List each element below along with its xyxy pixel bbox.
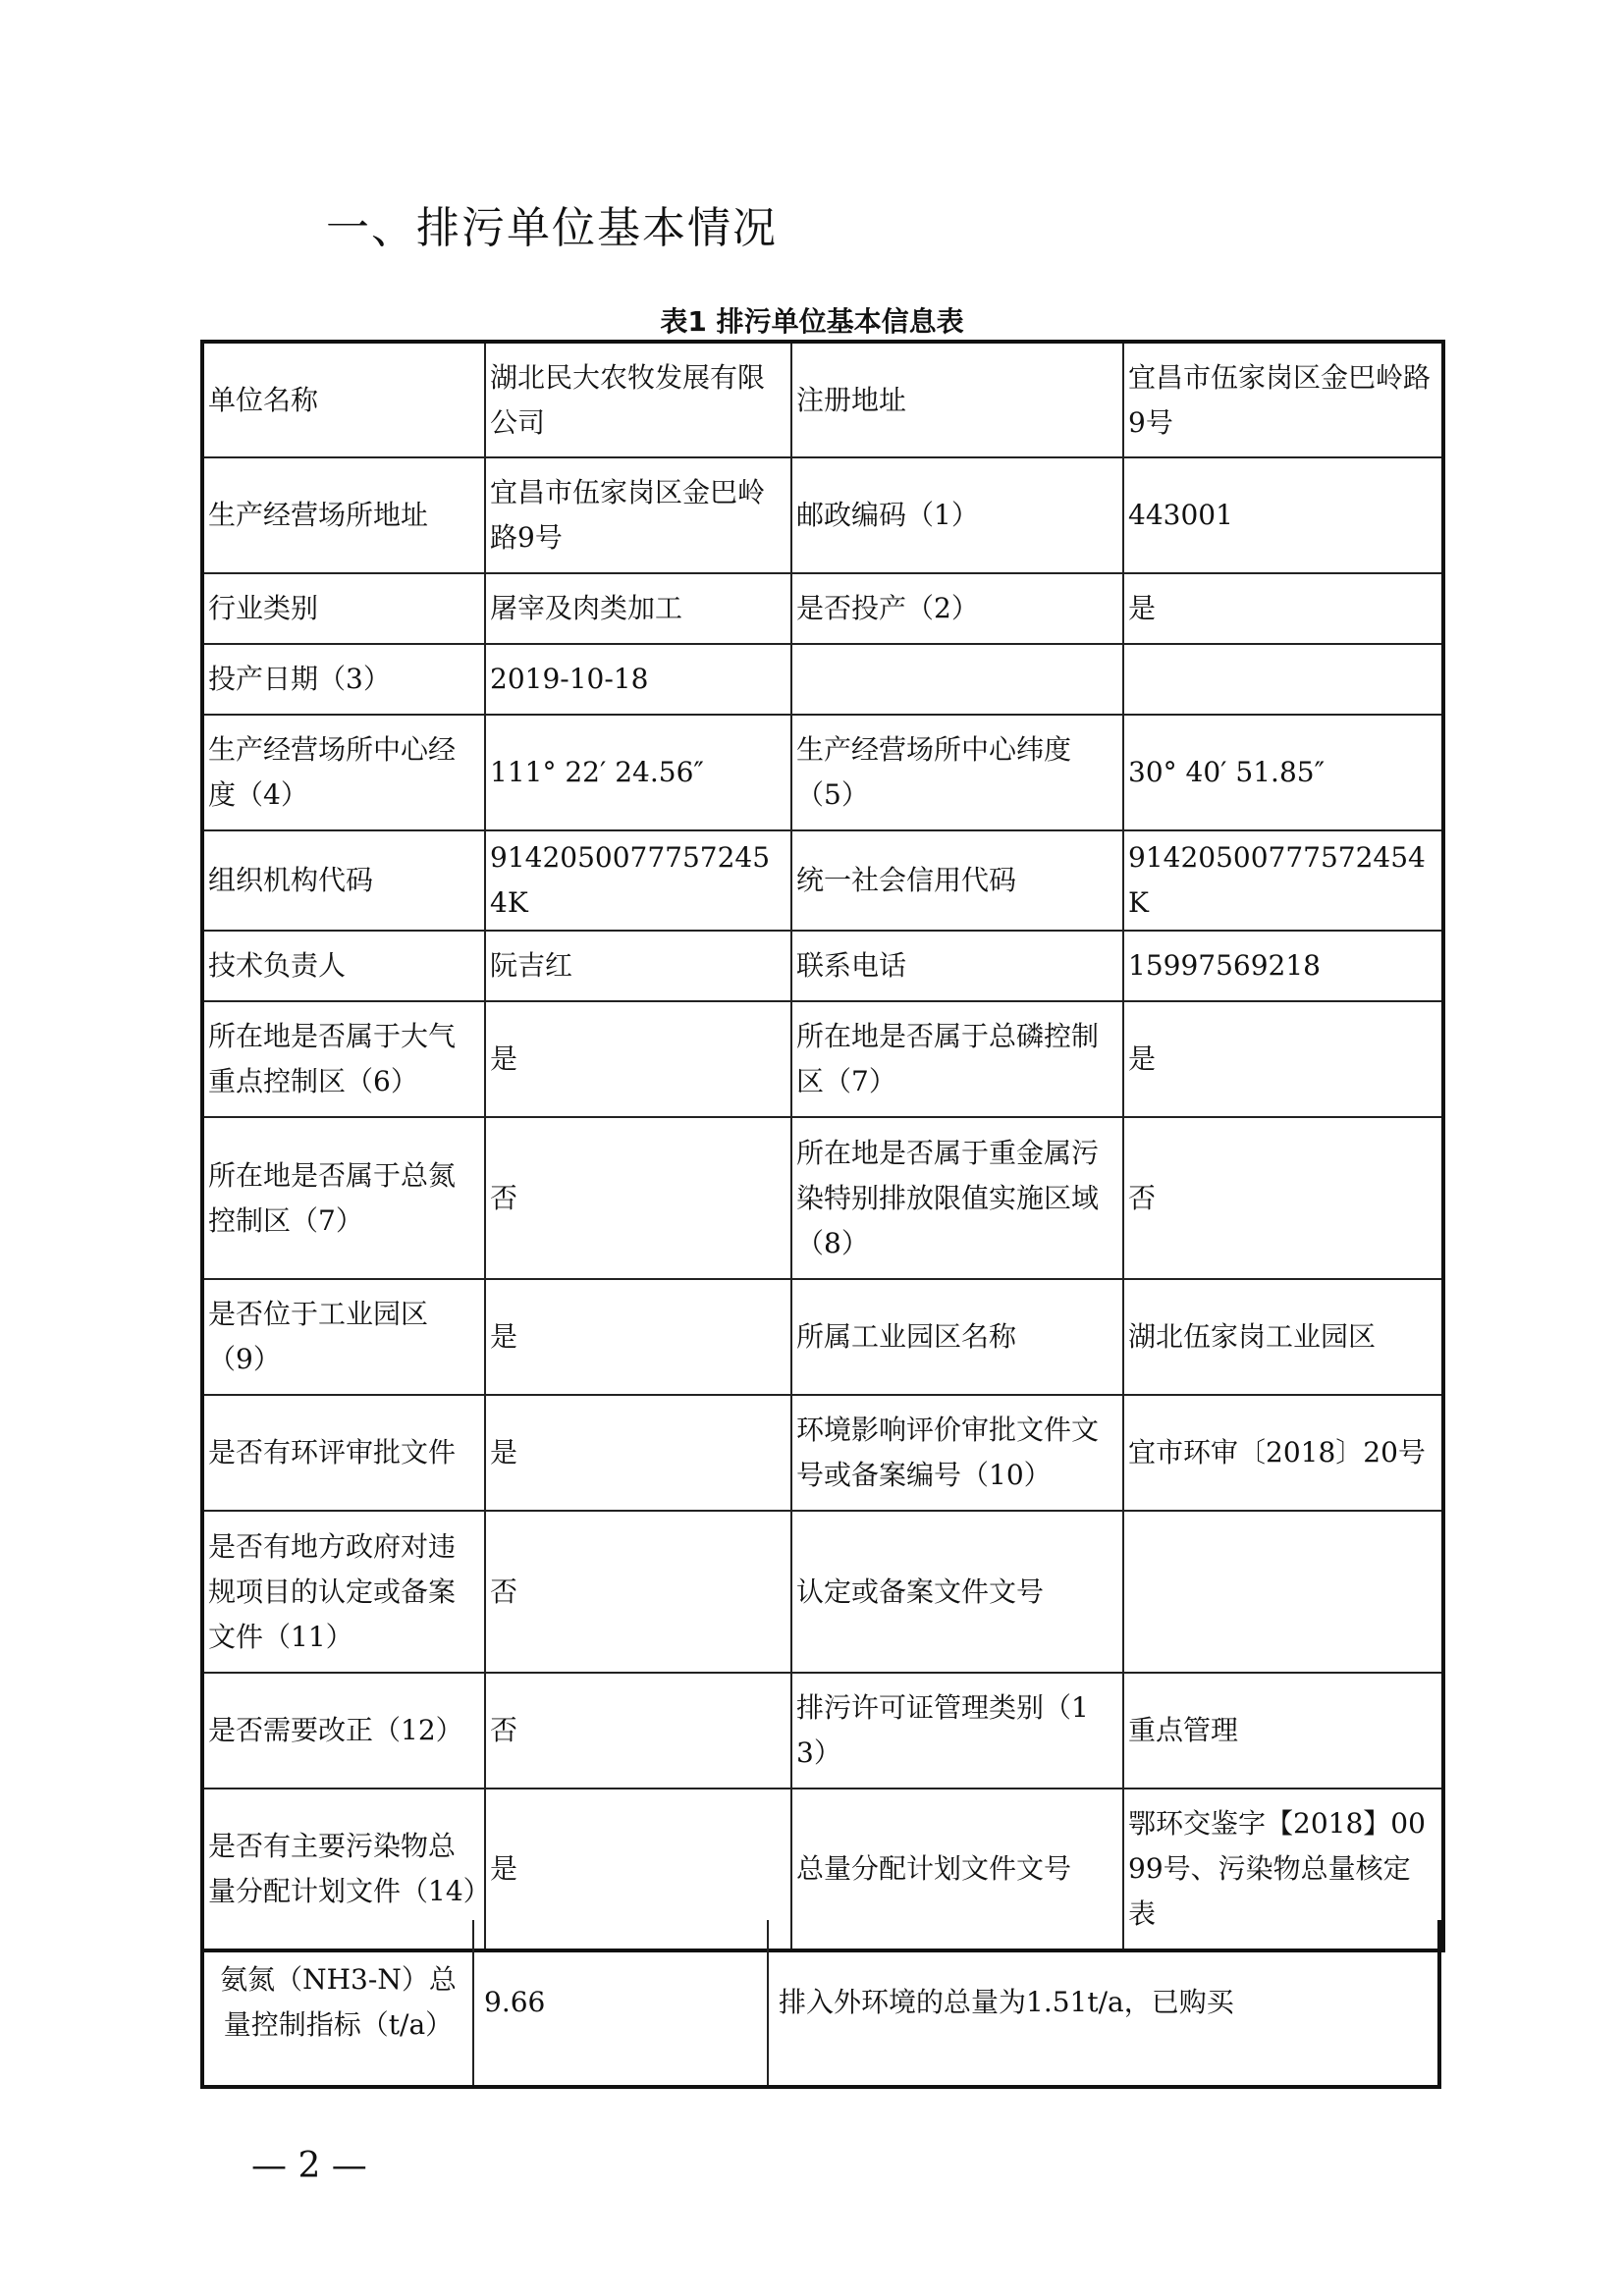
table-row [202, 1117, 1443, 1279]
field-label: 总量分配计划文件文号 [791, 1789, 1123, 1950]
field-value: 否 [485, 1673, 791, 1789]
table-row [202, 1511, 1443, 1673]
field-value: 否 [485, 1117, 791, 1279]
field-value: 是 [485, 1789, 791, 1950]
field-value: 是 [485, 1001, 791, 1117]
field-value [1123, 644, 1443, 715]
field-value: 宜昌市伍家岗区金巴岭路9号 [1123, 342, 1443, 457]
field-label: 生产经营场所中心经度（4） [202, 715, 485, 830]
field-value: 否 [485, 1511, 791, 1673]
ammonia-value: 9.66 [474, 1920, 769, 2085]
field-label: 认定或备案文件文号 [791, 1511, 1123, 1673]
ammonia-label: 氨氮（NH3-N）总量控制指标（t/a） [204, 1920, 474, 2085]
field-value: 是 [485, 1395, 791, 1511]
field-value: 阮吉红 [485, 931, 791, 1001]
field-label: 邮政编码（1） [791, 457, 1123, 573]
field-value: 重点管理 [1123, 1673, 1443, 1789]
ammonia-note: 排入外环境的总量为1.51t/a，已购买 [779, 1986, 1234, 2018]
field-value: 否 [1123, 1117, 1443, 1279]
field-label: 生产经营场所地址 [202, 457, 485, 573]
field-label [791, 644, 1123, 715]
table-row [202, 1001, 1443, 1117]
table-row [202, 830, 1443, 931]
table-row [202, 931, 1443, 1001]
table-row [202, 573, 1443, 644]
field-label: 是否位于工业园区（9） [202, 1279, 485, 1395]
field-value: 是 [1123, 1001, 1443, 1117]
field-value [1123, 1511, 1443, 1673]
table-row [202, 1673, 1443, 1789]
field-label: 是否有主要污染物总量分配计划文件（14） [202, 1789, 485, 1950]
field-label: 单位名称 [202, 342, 485, 457]
basic-info-table [200, 340, 1445, 1952]
field-value: 91420500777572454K [485, 830, 791, 931]
ammonia-row [200, 1920, 1441, 2089]
field-label: 技术负责人 [202, 931, 485, 1001]
field-label: 所在地是否属于总氮控制区（7） [202, 1117, 485, 1279]
page-number: — 2 — [251, 2146, 367, 2186]
table-row [202, 1395, 1443, 1511]
field-label: 行业类别 [202, 573, 485, 644]
field-label: 生产经营场所中心纬度（5） [791, 715, 1123, 830]
field-value: 宜昌市伍家岗区金巴岭路9号 [485, 457, 791, 573]
field-label: 环境影响评价审批文件文号或备案编号（10） [791, 1395, 1123, 1511]
table-row [202, 342, 1443, 457]
field-label: 所属工业园区名称 [791, 1279, 1123, 1395]
field-value: 屠宰及肉类加工 [485, 573, 791, 644]
field-value: 443001 [1123, 457, 1443, 573]
field-value: 宜市环审〔2018〕20号 [1123, 1395, 1443, 1511]
field-label: 所在地是否属于重金属污染特别排放限值实施区域（8） [791, 1117, 1123, 1279]
field-label: 是否有环评审批文件 [202, 1395, 485, 1511]
field-label: 联系电话 [791, 931, 1123, 1001]
field-label: 所在地是否属于大气重点控制区（6） [202, 1001, 485, 1117]
field-label: 统一社会信用代码 [791, 830, 1123, 931]
field-value: 鄂环交鉴字【2018】0099号、污染物总量核定表 [1123, 1789, 1443, 1950]
section-heading: 一、排污单位基本情况 [326, 203, 778, 253]
field-value: 30° 40′ 51.85″ [1123, 715, 1443, 830]
field-label: 是否需要改正（12） [202, 1673, 485, 1789]
field-value: 91420500777572454K [1123, 830, 1443, 931]
field-label: 注册地址 [791, 342, 1123, 457]
field-value: 2019-10-18 [485, 644, 791, 715]
field-value: 是 [1123, 573, 1443, 644]
table-row [202, 715, 1443, 830]
field-label: 组织机构代码 [202, 830, 485, 931]
field-label: 是否投产（2） [791, 573, 1123, 644]
field-value: 15997569218 [1123, 931, 1443, 1001]
field-value: 湖北伍家岗工业园区 [1123, 1279, 1443, 1395]
table-row [202, 1279, 1443, 1395]
field-label: 所在地是否属于总磷控制区（7） [791, 1001, 1123, 1117]
table-row [202, 644, 1443, 715]
table-caption: 表1 排污单位基本信息表 [660, 305, 964, 338]
field-label: 排污许可证管理类别（13） [791, 1673, 1123, 1789]
field-value: 是 [485, 1279, 791, 1395]
field-value: 湖北民大农牧发展有限公司 [485, 342, 791, 457]
field-value: 111° 22′ 24.56″ [485, 715, 791, 830]
field-label: 投产日期（3） [202, 644, 485, 715]
field-label: 是否有地方政府对违规项目的认定或备案文件（11） [202, 1511, 485, 1673]
table-row [202, 457, 1443, 573]
